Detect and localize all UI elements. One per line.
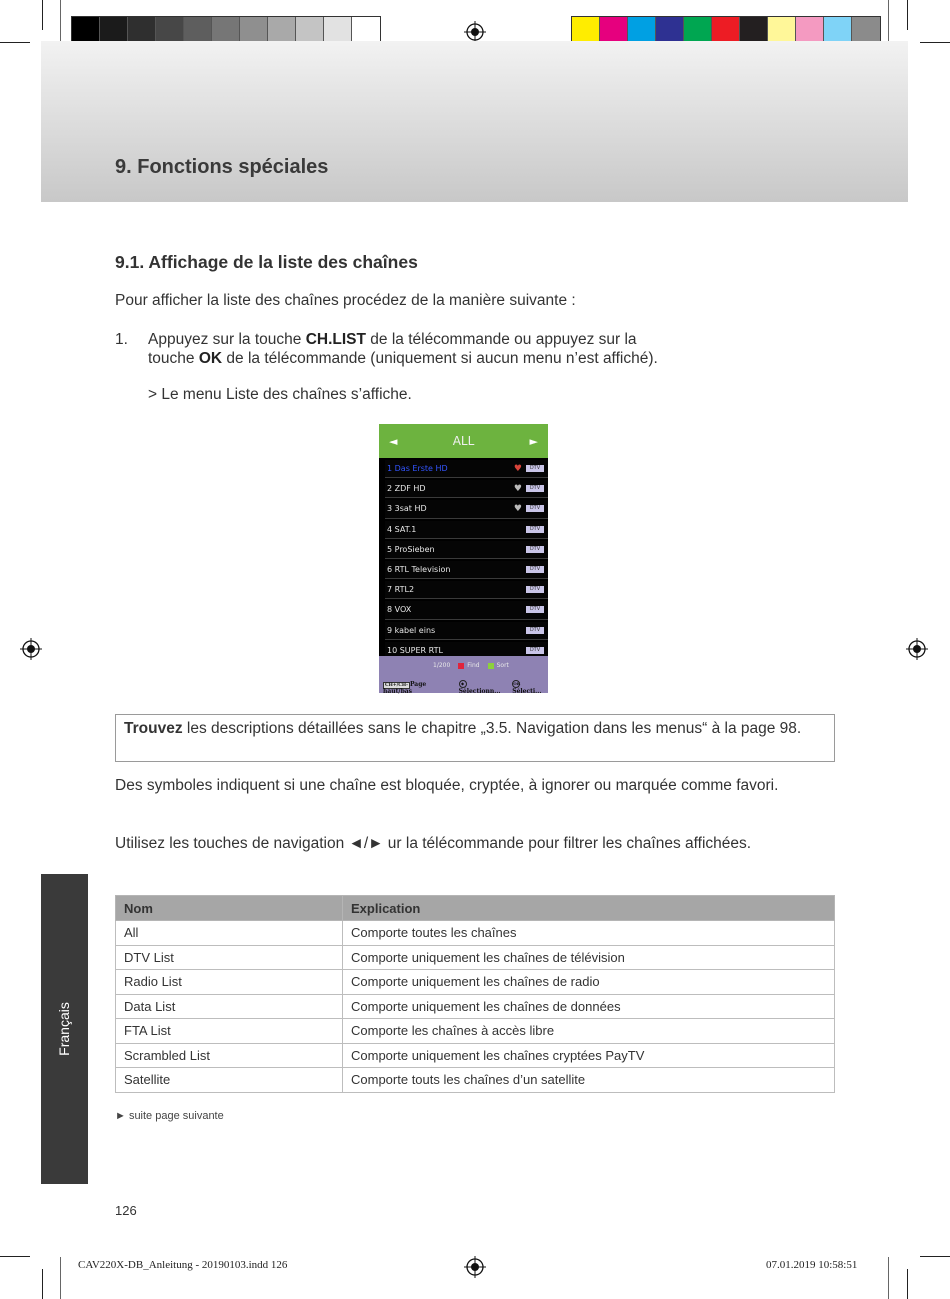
ok-circle-icon: OK xyxy=(513,681,521,686)
dtv-badge: DTV xyxy=(526,606,544,613)
table-row xyxy=(116,970,835,995)
channel-flags xyxy=(526,627,544,634)
intro-text: Pour afficher la liste des chaînes procédez de la manière suivante : xyxy=(115,292,576,309)
language-tab-label: Français xyxy=(56,1002,72,1056)
step-text-part: touche xyxy=(148,350,199,367)
slug-timestamp: 07.01.2019 10:58:51 xyxy=(766,1259,858,1271)
page-hint xyxy=(383,681,453,695)
select-hint-label: Sélectionn... xyxy=(458,688,501,695)
channel-name: 5 ProSieben xyxy=(387,544,435,554)
list-explanation-cell: Comporte touts les chaînes d’un satellite xyxy=(343,1068,835,1093)
dtv-badge: DTV xyxy=(526,586,544,593)
dtv-badge: DTV xyxy=(526,526,544,533)
select-hint xyxy=(459,680,507,695)
channel-list-header xyxy=(379,424,548,458)
channel-flags xyxy=(526,586,544,593)
slug-filename: CAV220X-DB_Anleitung - 20190103.indd 126 xyxy=(78,1259,288,1271)
crop-mark xyxy=(0,42,30,43)
list-name-cell: DTV List xyxy=(116,945,343,970)
dtv-badge: DTV xyxy=(526,505,544,512)
table-row xyxy=(116,1043,835,1068)
dtv-badge: DTV xyxy=(526,465,544,472)
page-hint-label: Page haut/bas xyxy=(383,680,427,695)
green-key-icon xyxy=(488,663,494,669)
sort-label: Sort xyxy=(496,662,509,669)
crop-mark xyxy=(920,1256,950,1257)
channel-row[interactable] xyxy=(385,601,548,619)
step-text-part: de la télécommande (uniquement si aucun menu n’est affiché). xyxy=(222,350,658,367)
header-explication: Explication xyxy=(343,896,835,921)
key-chlist: CH.LIST xyxy=(305,331,366,348)
crop-mark xyxy=(42,0,43,30)
dtv-badge: DTV xyxy=(526,647,544,654)
channel-flags xyxy=(514,504,544,514)
channel-name: 8 VOX xyxy=(387,605,412,615)
table-body xyxy=(116,921,835,1093)
table-row xyxy=(116,921,835,946)
right-arrow-icon: ► xyxy=(529,434,538,448)
note-bold: Trouvez xyxy=(124,720,183,737)
crop-mark xyxy=(888,1257,889,1299)
channel-name: 9 kabel eins xyxy=(387,625,436,635)
list-explanation-cell: Comporte les chaînes à accès libre xyxy=(343,1019,835,1044)
dtv-badge: DTV xyxy=(526,546,544,553)
list-explanation-cell: Comporte toutes les chaînes xyxy=(343,921,835,946)
channel-row[interactable] xyxy=(385,622,548,640)
list-name-cell: FTA List xyxy=(116,1019,343,1044)
nav-circle-icon: ◆ xyxy=(459,680,467,688)
channel-flags xyxy=(514,464,544,474)
explanation-table xyxy=(115,895,835,1093)
channel-name: 3 3sat HD xyxy=(387,504,427,514)
table-row xyxy=(116,994,835,1019)
channel-row[interactable] xyxy=(385,521,548,539)
result-text: > Le menu Liste des chaînes s’affiche. xyxy=(148,386,412,403)
step-number: 1. xyxy=(115,331,128,348)
list-explanation-cell: Comporte uniquement les chaînes cryptées PayTV xyxy=(343,1043,835,1068)
table-row xyxy=(116,1068,835,1093)
header-nom: Nom xyxy=(116,896,343,921)
find-label: Find xyxy=(467,662,480,669)
crop-mark xyxy=(907,1269,908,1299)
channel-name: 1 Das Erste HD xyxy=(387,464,448,474)
page-number: 126 xyxy=(115,1203,137,1218)
dtv-badge: DTV xyxy=(526,485,544,492)
channel-row[interactable] xyxy=(385,500,548,518)
favorite-heart-icon: ♥ xyxy=(513,483,522,494)
list-name-cell: All xyxy=(116,921,343,946)
channel-flags xyxy=(526,546,544,553)
channel-list-screenshot xyxy=(379,424,548,693)
list-name-cell: Satellite xyxy=(116,1068,343,1093)
channel-list xyxy=(379,458,548,660)
page-count: 1/200 xyxy=(433,662,451,669)
dtv-badge: DTV xyxy=(526,627,544,634)
channel-row[interactable] xyxy=(385,581,548,599)
channel-list-title: ALL xyxy=(452,434,475,448)
list-name-cell: Radio List xyxy=(116,970,343,995)
chapter-title: 9. Fonctions spéciales xyxy=(115,156,329,178)
favorite-heart-icon: ♥ xyxy=(513,503,522,514)
channel-name: 4 SAT.1 xyxy=(387,524,417,534)
table-header-row xyxy=(116,896,835,921)
symbols-text: Des symboles indiquent si une chaîne est bloquée, cryptée, à ignorer ou marquée comme favori. xyxy=(115,777,779,794)
channel-name: 2 ZDF HD xyxy=(387,484,426,494)
channel-flags xyxy=(526,526,544,533)
table-row xyxy=(116,945,835,970)
find-hint xyxy=(458,662,479,669)
channel-flags xyxy=(526,606,544,613)
channel-flags xyxy=(526,647,544,654)
ok-hint-label: Sélecti... xyxy=(512,688,542,695)
favorite-heart-icon: ♥ xyxy=(513,463,522,474)
crop-mark xyxy=(907,0,908,30)
channel-row[interactable] xyxy=(385,541,548,559)
red-key-icon xyxy=(458,663,464,669)
list-explanation-cell: Comporte uniquement les chaînes de données xyxy=(343,994,835,1019)
ok-hint xyxy=(512,680,548,695)
note-box xyxy=(115,714,835,762)
crop-mark xyxy=(920,42,950,43)
registration-mark-icon xyxy=(464,1256,486,1278)
channel-flags xyxy=(526,566,544,573)
registration-mark-icon xyxy=(906,638,928,660)
channel-row[interactable] xyxy=(385,480,548,498)
step-text-part: de la télécommande ou appuyez sur la xyxy=(365,331,637,348)
crop-mark xyxy=(42,1269,43,1299)
list-name-cell: Scrambled List xyxy=(116,1043,343,1068)
crop-mark xyxy=(60,0,61,42)
channel-flags xyxy=(514,484,544,494)
key-ok: OK xyxy=(198,350,223,367)
note-text: les descriptions détaillées sans le chapitre „3.5. Navigation dans les menus“ à la page 98. xyxy=(182,720,802,737)
list-explanation-cell: Comporte uniquement les chaînes de radio xyxy=(343,970,835,995)
step-text-part: Appuyez sur la touche xyxy=(148,331,306,348)
crop-mark xyxy=(60,1257,61,1299)
channel-name: 10 SUPER RTL xyxy=(387,645,443,655)
channel-list-footer xyxy=(379,656,548,693)
registration-mark-icon xyxy=(464,21,486,43)
section-heading: 9.1. Affichage de la liste des chaînes xyxy=(115,252,418,272)
crop-mark xyxy=(0,1256,30,1257)
channel-name: 7 RTL2 xyxy=(387,585,415,595)
registration-mark-icon xyxy=(20,638,42,660)
dtv-badge: DTV xyxy=(526,566,544,573)
channel-row[interactable] xyxy=(385,460,548,478)
table-row xyxy=(116,1019,835,1044)
left-arrow-icon: ◄ xyxy=(389,434,398,448)
channel-name: 6 RTL Television xyxy=(387,565,451,575)
navigation-text: Utilisez les touches de navigation ◄/► ur la télécommande pour filtrer les chaînes affichées. xyxy=(115,835,752,852)
step-text xyxy=(148,330,838,368)
sort-hint xyxy=(488,662,509,669)
channel-row[interactable] xyxy=(385,561,548,579)
list-explanation-cell: Comporte uniquement les chaînes de télévision xyxy=(343,945,835,970)
crop-mark xyxy=(888,0,889,42)
list-name-cell: Data List xyxy=(116,994,343,1019)
ch-key-icon: CH+/CH- xyxy=(385,682,408,688)
continue-note: ► suite page suivante xyxy=(115,1110,224,1122)
